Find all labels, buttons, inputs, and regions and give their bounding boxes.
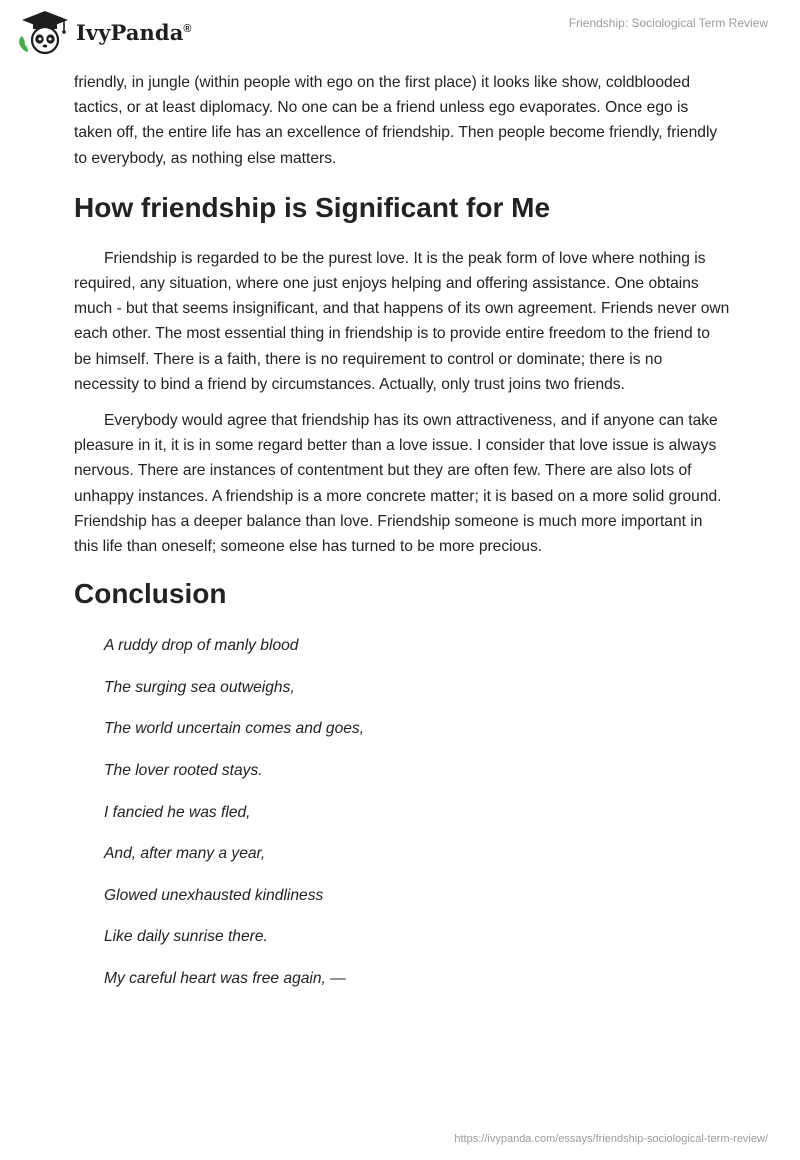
poem-line: I fancied he was fled, xyxy=(104,803,251,821)
section-heading-conclusion: Conclusion xyxy=(74,578,227,610)
ivypanda-logo[interactable] xyxy=(16,9,192,55)
poem-line: The surging sea outweighs, xyxy=(104,678,295,696)
source-url[interactable]: https://ivypanda.com/essays/friendship-sociological-term-review/ xyxy=(454,1133,768,1145)
poem-line: And, after many a year, xyxy=(104,845,266,863)
poem xyxy=(74,636,730,1010)
essay-content xyxy=(74,70,730,1011)
intro-paragraph: friendly, in jungle (within people with ego on the first place) it looks like show, coldblooded tactics, or at least diplomacy. No one can be a friend unless ego evaporates. Once ego is taken off, the entire life has an excellence of friendship. Then people become friendly, friendly to everybody, as nothing else matters. xyxy=(74,74,718,167)
poem-line: My careful heart was free again, — xyxy=(104,970,346,987)
paragraph: Everybody would agree that friendship has its own attractiveness, and if anyone can take pleasure in it, it is in some regard better than a love issue. I consider that love issue is always nervous. There are instances of contentment but they are often few. There are also lots of unhappy instances. A friendship is a more concrete matter; it is based on a more solid ground. Friendship has a deeper balance than love. Friendship someone is much more important in this life than oneself; someone else has turned to be more precious. xyxy=(74,412,722,556)
poem-line: Glowed unexhausted kindliness xyxy=(104,886,324,904)
poem-line: Like daily sunrise there. xyxy=(104,928,268,946)
poem-line: The lover rooted stays. xyxy=(104,762,263,780)
panda-graduate-icon xyxy=(16,9,74,55)
section-heading-significance: How friendship is Significant for Me xyxy=(74,191,551,223)
document-title: Friendship: Sociological Term Review xyxy=(568,16,768,30)
logo-wordmark: IvyPanda® xyxy=(76,19,192,45)
paragraph: Friendship is regarded to be the purest love. It is the peak form of love where nothing is required, any situation, where one just enjoys helping and offering assistance. One obtains much - but that seems insignificant, and that happens of its own agreement. Friends never own each other. The most essential thing in friendship is to provide entire freedom to the friend to be himself. There is a faith, there is no requirement to control or dominate; there is no necessity to bind a friend by circumstances. Actually, only trust joins two friends. xyxy=(74,249,730,393)
poem-line: A ruddy drop of manly blood xyxy=(104,637,299,655)
page-header xyxy=(0,0,800,66)
poem-line: The world uncertain comes and goes, xyxy=(104,720,365,738)
